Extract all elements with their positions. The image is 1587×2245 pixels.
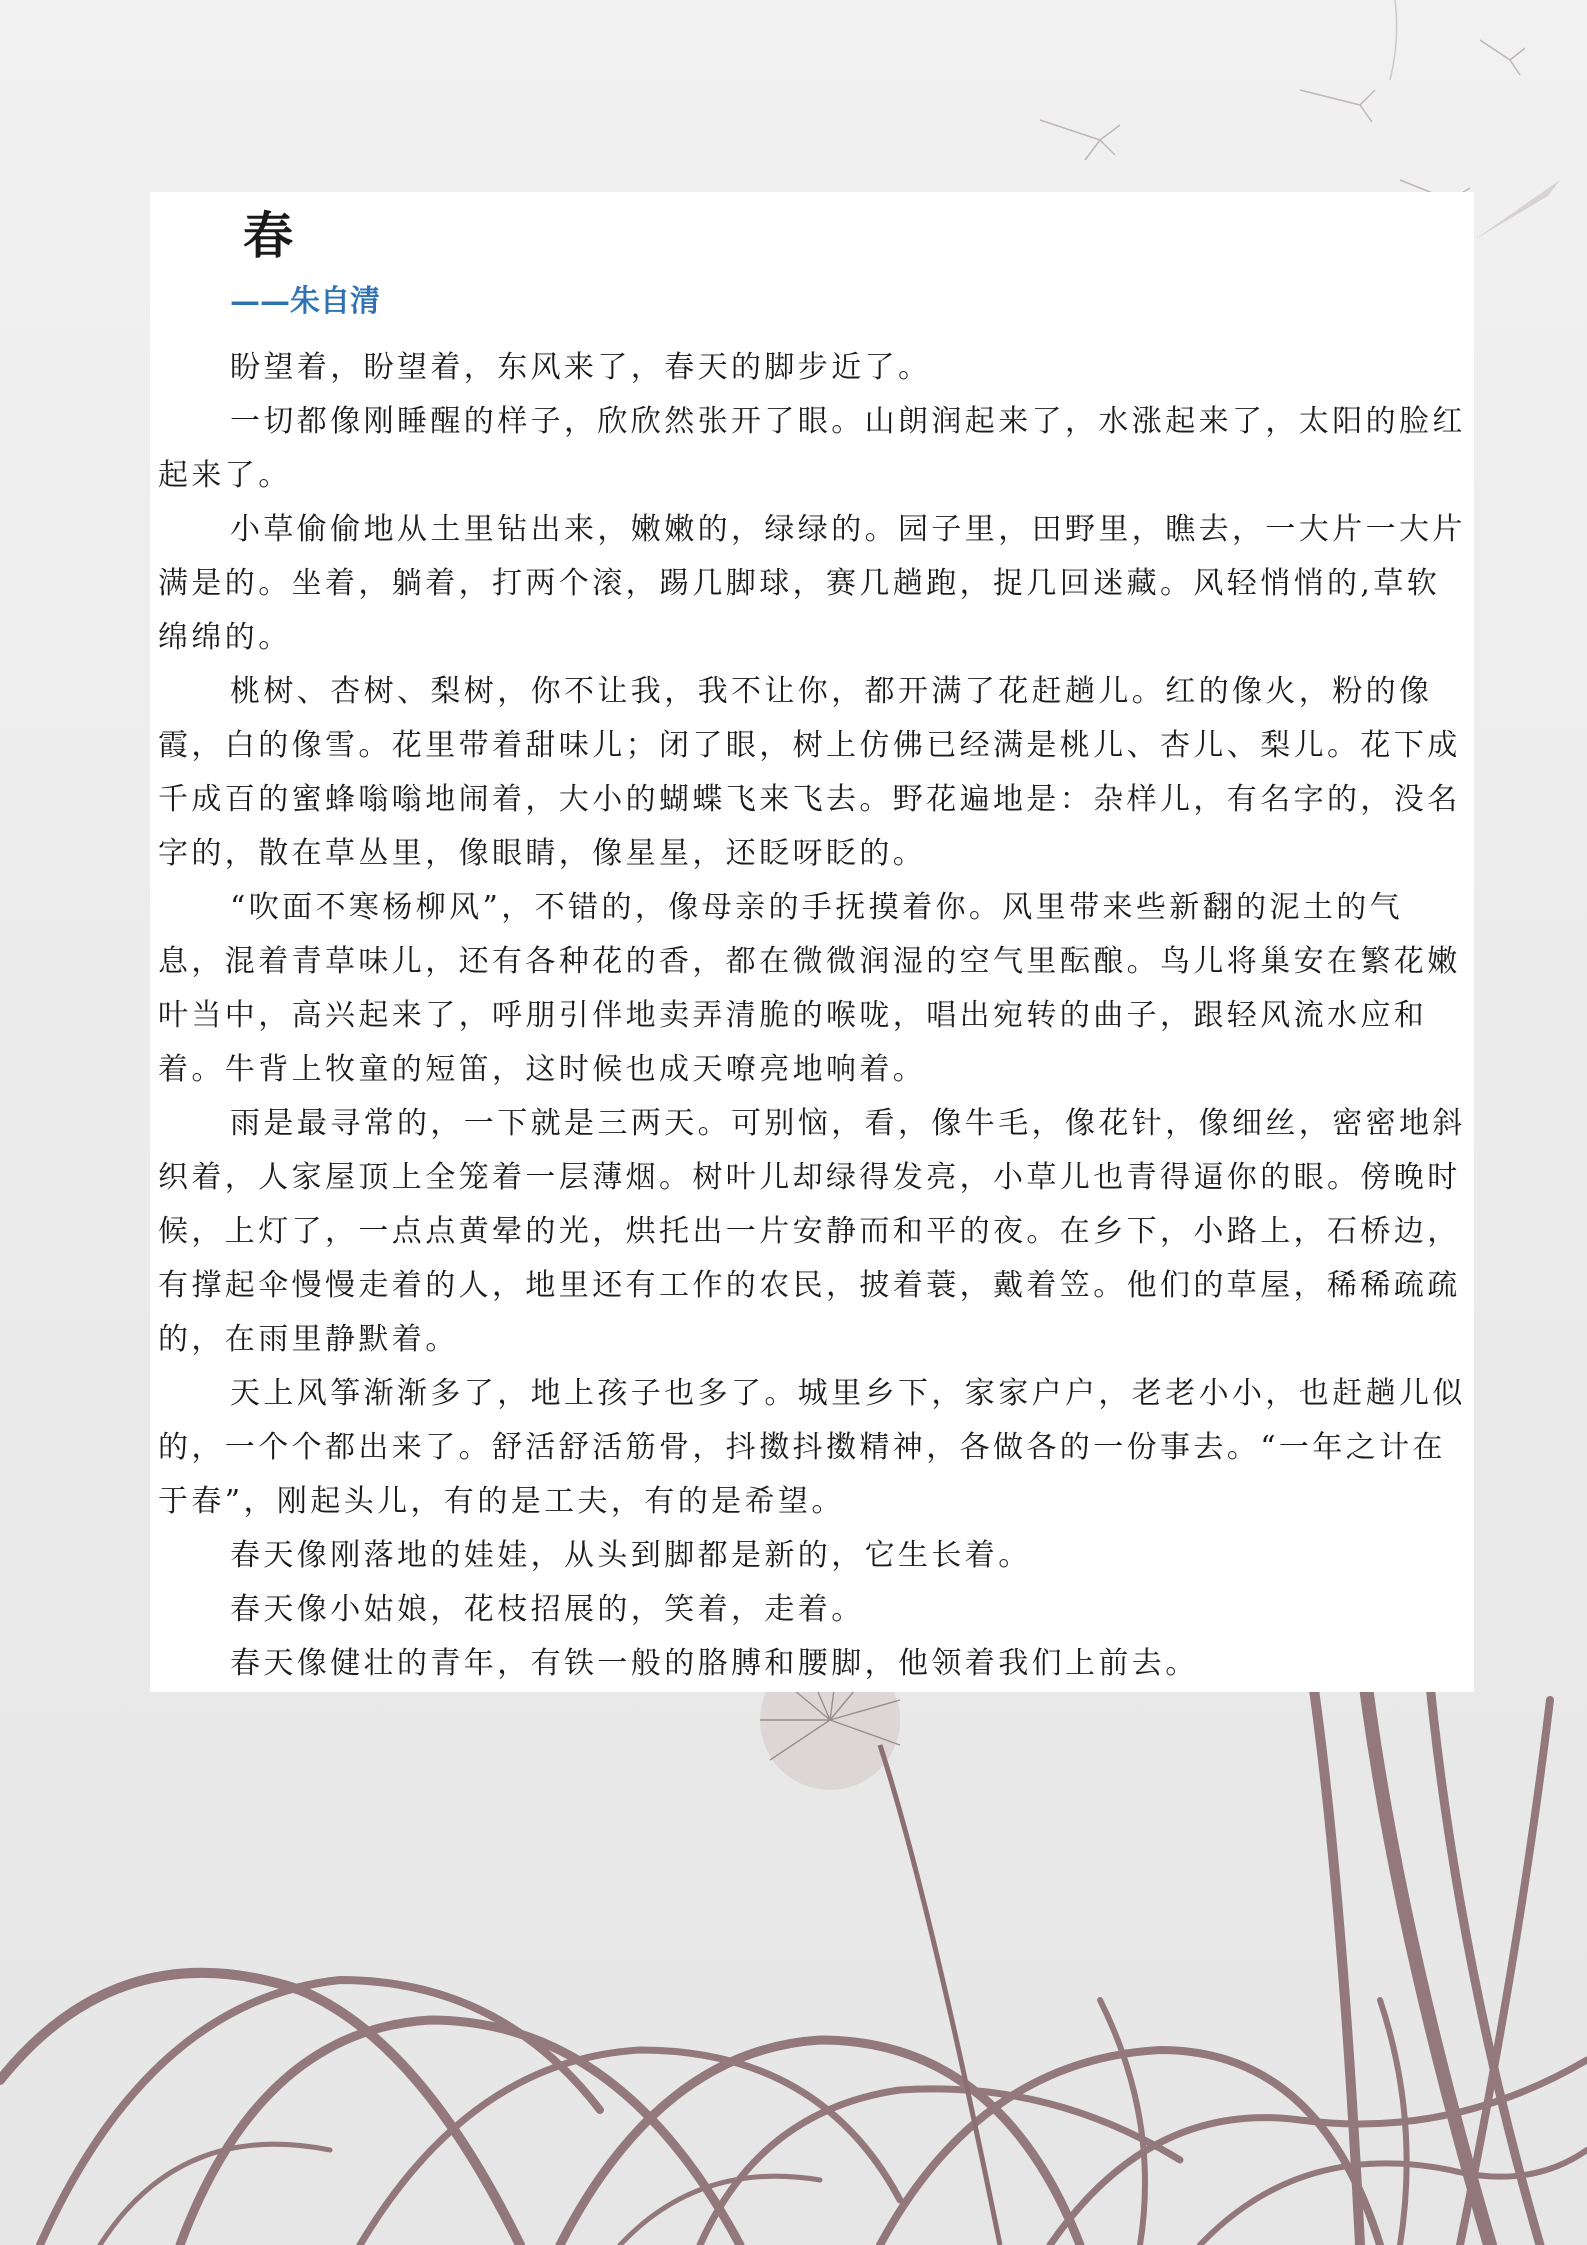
article-author: ——朱自清 [230,284,380,319]
paragraph: 盼望着，盼望着，东风来了，春天的脚步近了。 [230,350,932,385]
paragraph: 小草偷偷地从土里钻出来，嫩嫩的，绿绿的。园子里，田野里，瞧去，一大片一大片满是的。坐着，躺着，打两个滚，踢几脚球，赛几趟跑，捉几回迷藏。风轻悄悄的,草软绵绵的。 [158,512,1466,655]
paragraph: 春天像健壮的青年，有铁一般的胳膊和腰脚，他领着我们上前去。 [230,1646,1199,1681]
article-panel [150,192,1474,1692]
paragraph: 桃树、杏树、梨树，你不让我，我不让你，都开满了花赶趟儿。红的像火，粉的像霞，白的像雪。花里带着甜味儿；闭了眼，树上仿佛已经满是桃儿、杏儿、梨儿。花下成千成百的蜜蜂嗡嗡地闹着，大小的蝴蝶飞来飞去。野花遍地是：杂样儿，有名字的，没名字的，散在草丛里，像眼睛，像星星，还眨呀眨的。 [158,674,1461,871]
paragraph: 天上风筝渐渐多了，地上孩子也多了。城里乡下，家家户户，老老小小，也赶趟儿似的，一个个都出来了。舒活舒活筋骨，抖擞抖擞精神，各做各的一份事去。“一年之计在于春”，刚起头儿，有的是工夫，有的是希望。 [158,1376,1466,1519]
paragraph: 春天像小姑娘，花枝招展的，笑着，走着。 [230,1592,865,1627]
dandelion-seeds-top [1040,0,1525,218]
paragraph: 雨是最寻常的，一下就是三两天。可别恼，看，像牛毛，像花针，像细丝，密密地斜织着，人家屋顶上全笼着一层薄烟。树叶儿却绿得发亮，小草儿也青得逼你的眼。傍晚时候，上灯了，一点点黄晕的光，烘托出一片安静而和平的夜。在乡下，小路上，石桥边，有撑起伞慢慢走着的人，地里还有工作的农民，披着蓑，戴着笠。他们的草屋，稀稀疏疏的，在雨里静默着。 [158,1106,1466,1357]
paragraph: “吹面不寒杨柳风”，不错的，像母亲的手抚摸着你。风里带来些新翻的泥土的气息，混着青草味儿，还有各种花的香，都在微微润湿的空气里酝酿。鸟儿将巢安在繁花嫩叶当中，高兴起来了，呼朋引伴地卖弄清脆的喉咙，唱出宛转的曲子，跟轻风流水应和着。牛背上牧童的短笛，这时候也成天嘹亮地响着。 [158,890,1461,1087]
article-title: 春 [243,206,295,265]
floating-seed [1474,180,1560,240]
paragraph: 一切都像刚睡醒的样子，欣欣然张开了眼。山朗润起来了，水涨起来了，太阳的脸红起来了。 [158,404,1466,493]
paragraph: 春天像刚落地的娃娃，从头到脚都是新的，它生长着。 [230,1538,1032,1573]
dandelion-head [760,1645,1000,2245]
